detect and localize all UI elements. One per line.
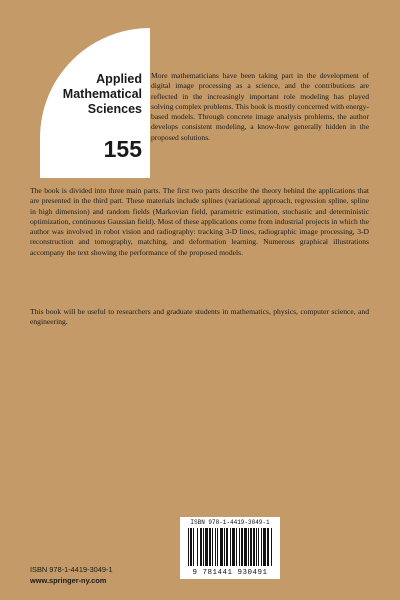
- series-title-line-1: Applied: [96, 72, 142, 86]
- barcode-bar: [203, 528, 204, 566]
- barcode-bar: [258, 528, 259, 566]
- content-paragraph: The book is divided into three main parts. The first two parts describe the theory behind the applications that are presented in the third part. These materials include splines (variational approach, regression spline, spline in high dimension) and random fields (Markovian field, parametric estimation, stochastic and deterministic optimization, continuous Gaussian field). Most of these applications come from industrial projects in which the author was involved in robot vision and radiography: tracking 3-D lines, radiographic image processing, 3-D reconstruction and tomography, matching, and deformation learning. Numerous graphical illustrations accompany the text showing the performance of the proposed models.: [30, 186, 369, 257]
- barcode-bar: [261, 528, 262, 566]
- barcode-bar: [253, 528, 255, 566]
- series-title-line-2: Mathematical: [62, 87, 142, 101]
- series-title-line-3: Sciences: [87, 102, 142, 116]
- barcode-bar: [263, 528, 266, 566]
- barcode-bar: [215, 528, 216, 566]
- series-number: 155: [103, 136, 142, 162]
- barcode-bar: [217, 528, 218, 566]
- series-badge: [40, 28, 150, 178]
- isbn-text: ISBN 978-1-4419-3049-1: [30, 565, 113, 574]
- barcode-bar: [239, 528, 240, 566]
- publisher-url[interactable]: www.springer-ny.com: [30, 576, 107, 585]
- barcode-bar: [190, 528, 192, 566]
- barcode-bar: [188, 528, 189, 566]
- barcode-isbn-label: ISBN 978-1-4419-3049-1: [190, 519, 270, 526]
- barcode-bar: [230, 528, 231, 566]
- barcode-bar: [250, 528, 252, 566]
- barcode-bar: [244, 528, 247, 566]
- barcode-bar: [193, 528, 194, 566]
- barcode-bar: [220, 528, 223, 566]
- audience-paragraph: This book will be useful to researchers and graduate students in mathematics, physics, computer science, and engineering.: [30, 307, 369, 327]
- barcode-bar: [226, 528, 228, 566]
- barcode-bar: [241, 528, 243, 566]
- barcode-bar: [205, 528, 208, 566]
- barcode-bar: [232, 528, 235, 566]
- barcode-bar: [197, 528, 198, 566]
- barcode-bars: [188, 528, 272, 566]
- barcode-bar: [236, 528, 237, 566]
- barcode-bar: [212, 528, 213, 566]
- barcode: [180, 517, 280, 579]
- barcode-bar: [248, 528, 249, 566]
- barcode-digits: 9 781441 930491: [192, 569, 268, 577]
- barcode-bar: [256, 528, 257, 566]
- barcode-bar: [200, 528, 202, 566]
- barcode-bar: [224, 528, 225, 566]
- intro-paragraph: More mathematicians have been taking part in the development of digital image processing as a science, and the contributions are reflected in the increasingly important role modeling has played solving complex problems. This book is mostly concerned with energy-based models. Through concrete image analysis problems, the author develops consistent modeling, a know-how generally hidden in the proposed solutions.: [151, 71, 369, 142]
- barcode-bar: [271, 528, 272, 566]
- barcode-bar: [267, 528, 269, 566]
- series-title: [63, 72, 142, 117]
- barcode-bar: [209, 528, 211, 566]
